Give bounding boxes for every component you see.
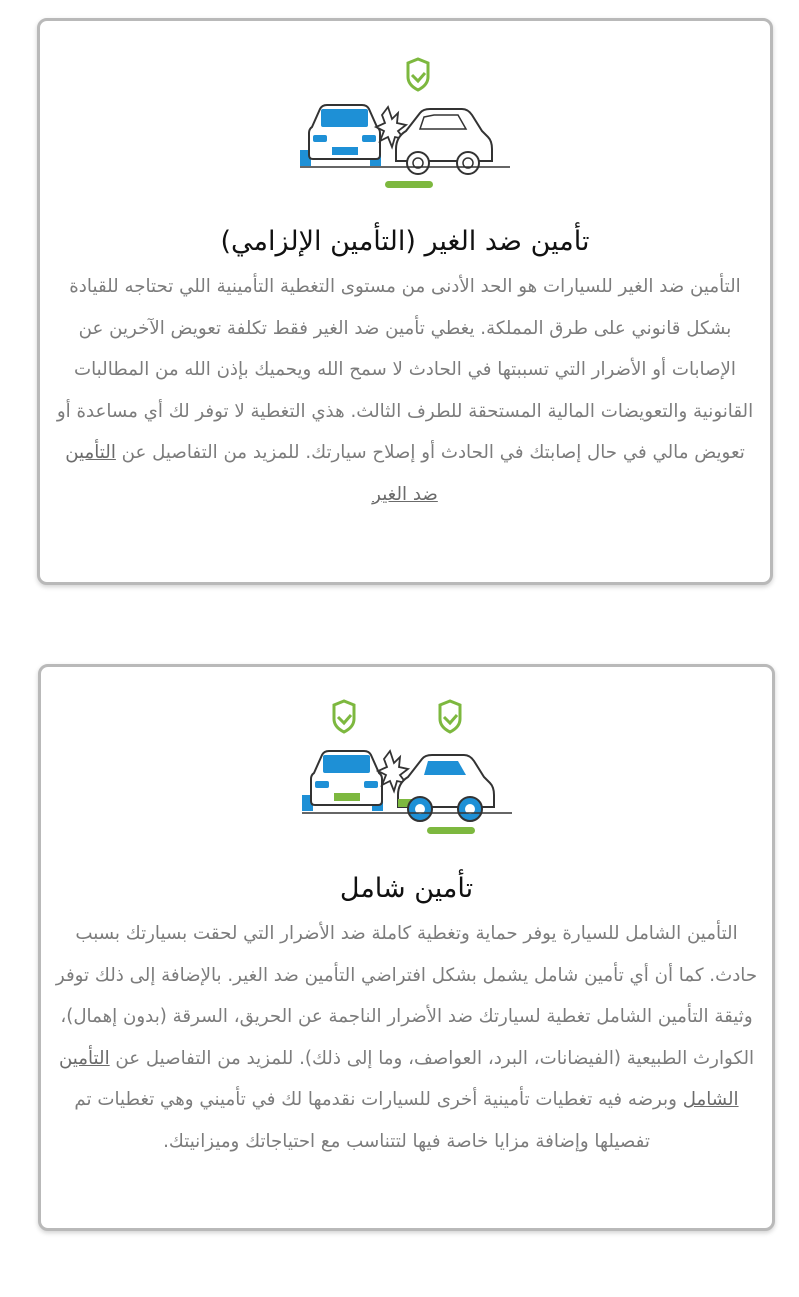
insurance-card-comprehensive <box>38 664 775 1231</box>
shield-check-icon <box>440 701 460 732</box>
ground-bar <box>385 181 433 188</box>
car-collision-third-party-icon <box>300 57 510 192</box>
shield-check-icon <box>408 59 428 90</box>
card-description <box>55 913 758 1162</box>
description-text-after: وبرضه فيه تغطيات تأمينية أخرى للسيارات نقدمها لك في تأميني وهي تغطيات تم تفصيلها وإضافة مزايا خاصة فيها لتتناسب مع احتياجاتك وميزانيتك. <box>74 1089 683 1152</box>
comprehensive-insurance-link[interactable]: التأمين الشامل <box>58 1047 739 1110</box>
description-text: التأمين ضد الغير للسيارات هو الحد الأدنى من مستوى التغطية التأمينية اللي تحتاجه للقيادة بشكل قانوني على طرق المملكة. يغطي تأمين ضد الغير فقط تكلفة تعويض الآخرين عن الإصابات أو الأضرار التي تسببتها في الحادث لا سمح الله ويحميك بإذن الله من المطالبات القانونية والتعويضات المالية المستحقة للطرف الثالث. هذي التغطية لا توفر لك أي مساعدة أو تعويض مالي في حال إصابتك في الحادث أو إصلاح سيارتك. للمزيد من التفاصيل عن <box>56 276 754 463</box>
description-text: التأمين الشامل للسيارة يوفر حماية وتغطية كاملة ضد الأضرار التي لحقت بسيارتك بسبب حادث. كما أن أي تأمين شامل يشمل بشكل افتراضي التأمين ضد الغير. بالإضافة إلى ذلك توفر وثيقة التأمين الشامل تغطية لسيارتك ضد الأضرار الناجمة عن الحريق، السرقة (بدون إهمال)، الكوارث الطبيعية (الفيضانات، البرد، العواصف، وما إلى ذلك). للمزيد من التفاصيل عن <box>55 923 758 1069</box>
shield-check-icon <box>334 701 354 732</box>
card-title: تأمين ضد الغير (التأمين الإلزامي) <box>220 226 590 257</box>
insurance-card-third-party <box>37 18 773 585</box>
card-description <box>54 266 756 515</box>
third-party-insurance-link[interactable]: التأمين ضد الغير <box>65 442 438 505</box>
blue-car-icon <box>300 105 381 166</box>
ground-bar <box>427 827 475 834</box>
blue-car-icon <box>302 751 383 811</box>
car-collision-comprehensive-icon <box>302 699 512 839</box>
card-title: تأمين شامل <box>339 873 474 904</box>
